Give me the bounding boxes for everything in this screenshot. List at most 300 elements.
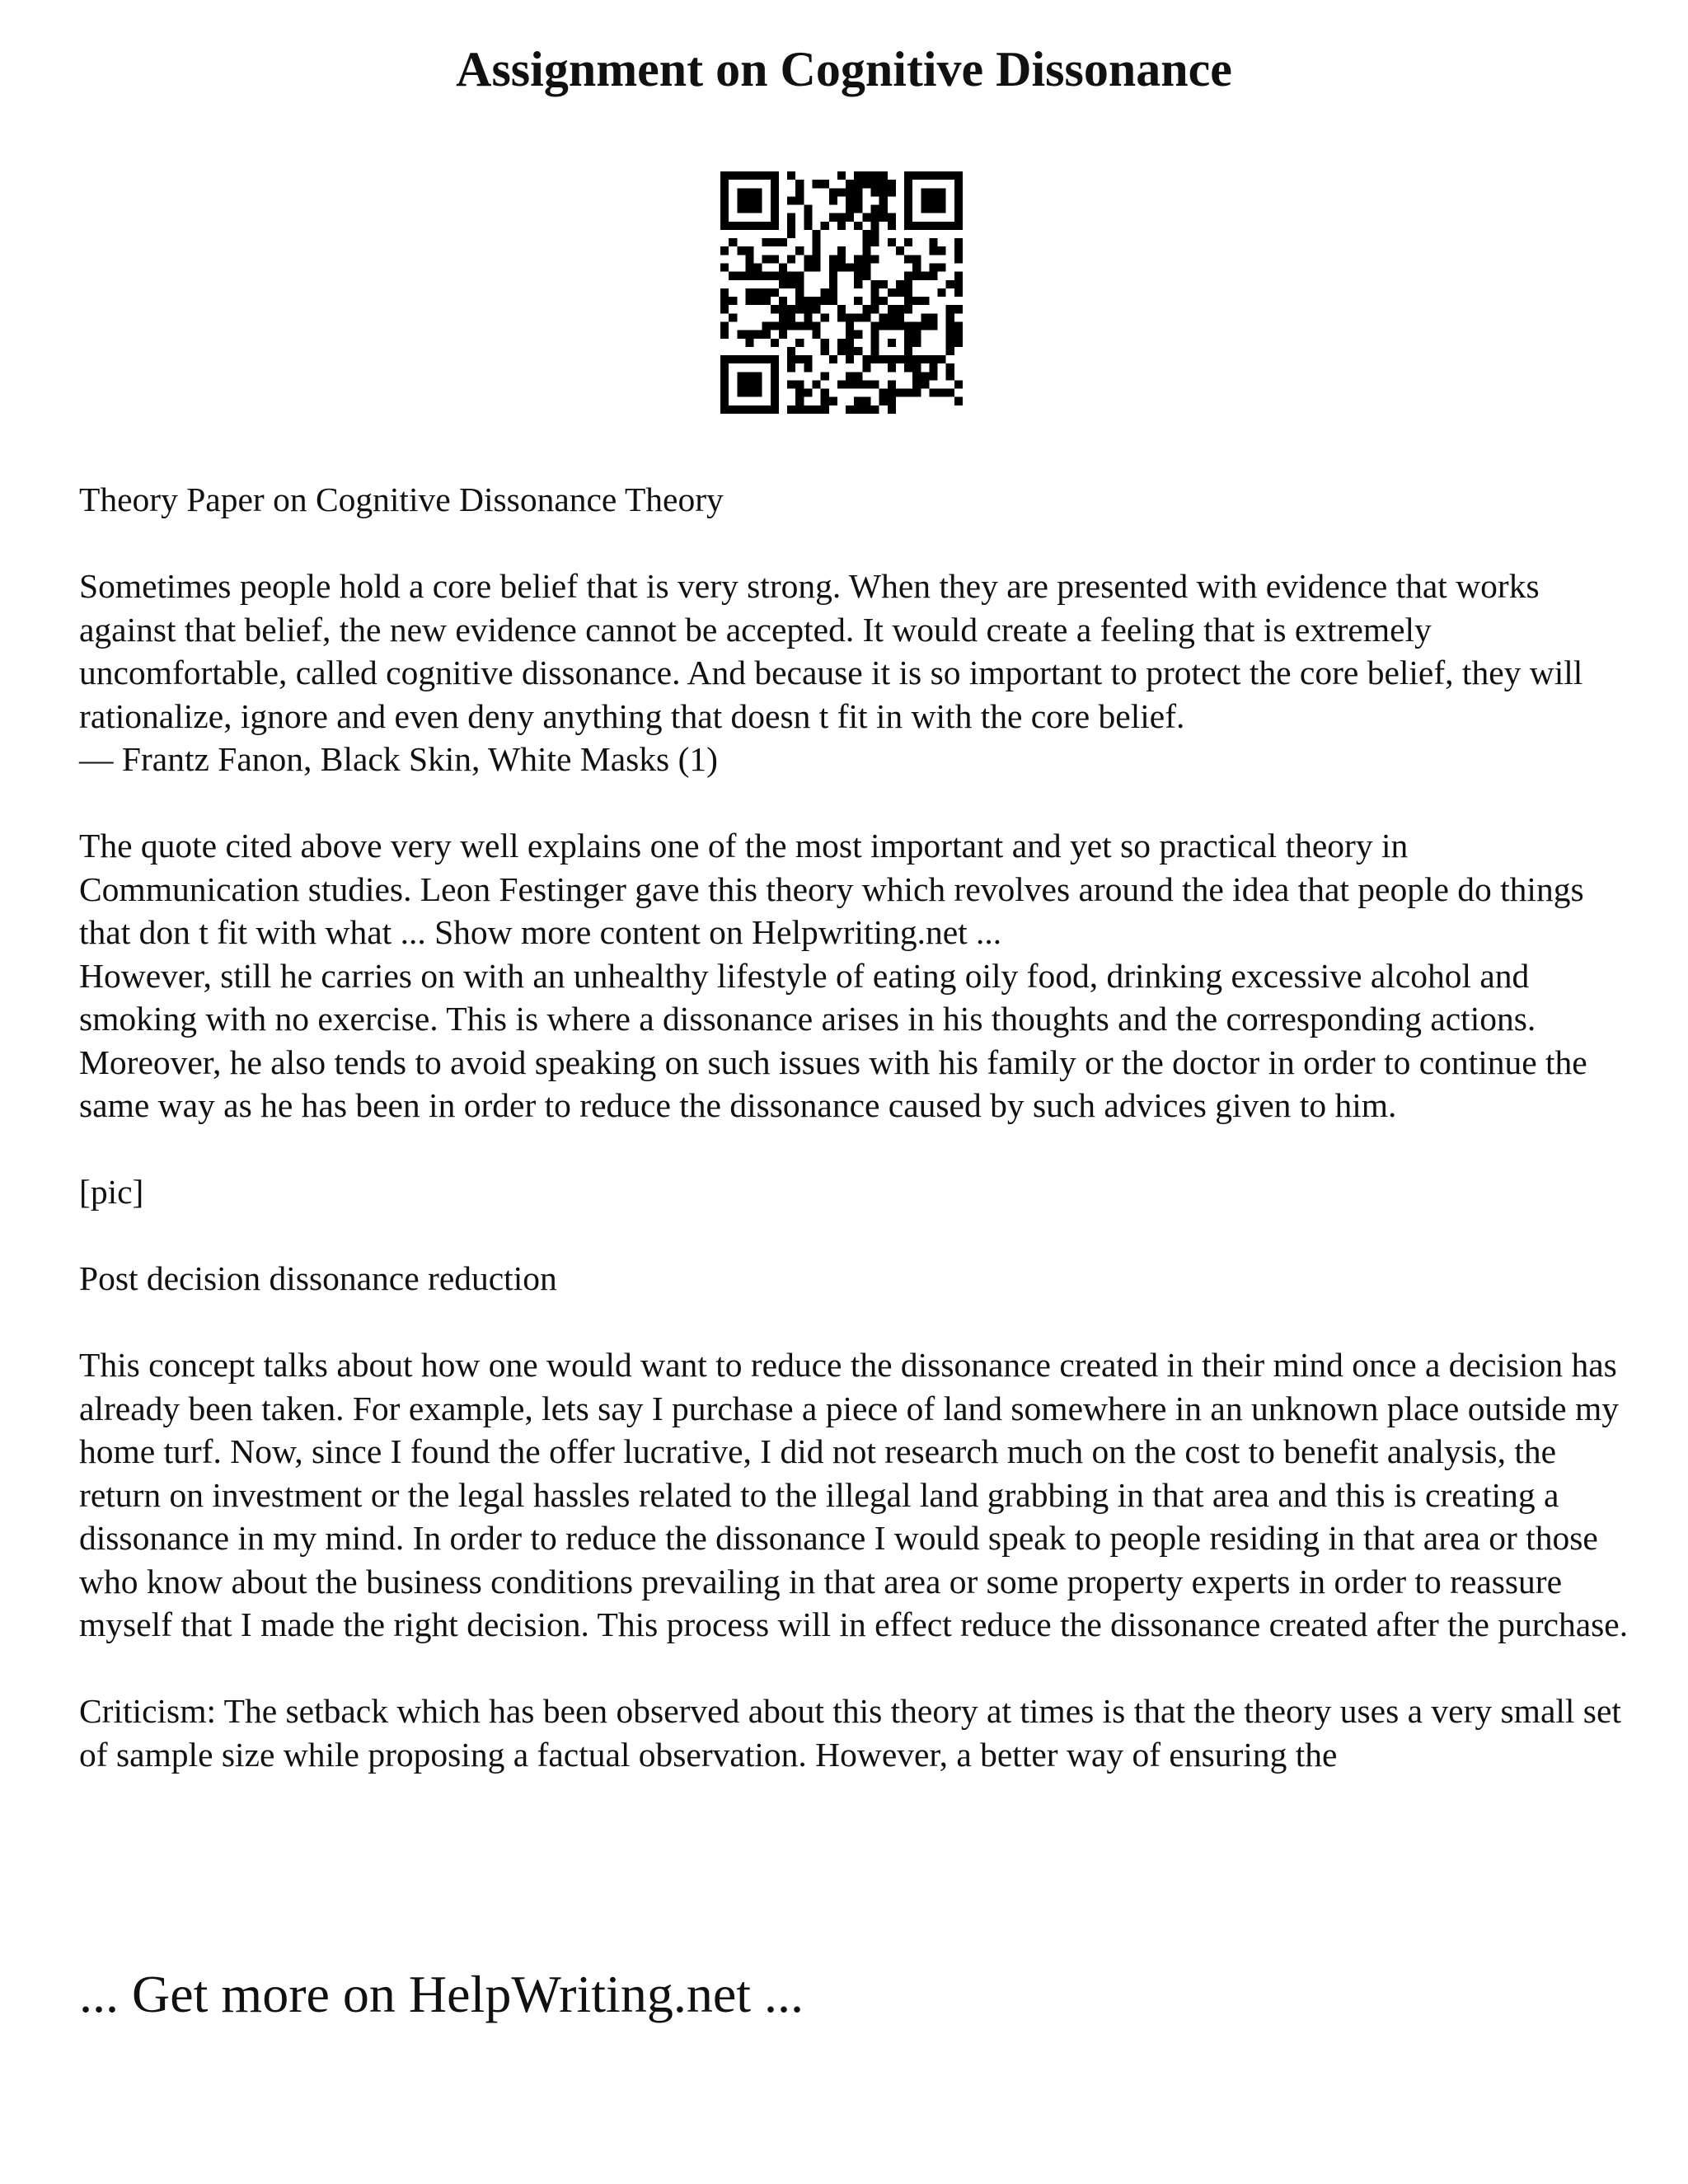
- qr-module: [795, 389, 804, 397]
- qr-module: [854, 372, 862, 380]
- qr-module: [745, 288, 753, 297]
- qr-module: [904, 339, 912, 347]
- post-decision-paragraph: This concept talks about how one would want to reduce the dissonance created in their mind once a decision has already been taken. For example, lets say I purchase a piece of land somewhere in an unknown place outside my home turf. Now, since I found the offer lucrative, I did not research much on the cost to benefit analysis, the return on investment or the legal hassles related to the illegal land grabbing in that area and this is creating a dissonance in my mind. In order to reduce the dissonance I would speak to people residing in that area or those who know about the business conditions prevailing in that area or some property experts in order to reassure myself that I made the right decision. This process will in effect reduce the dissonance created after the purchase.: [79, 1346, 1629, 1643]
- qr-module: [720, 321, 729, 330]
- qr-module: [870, 321, 879, 330]
- qr-module: [720, 380, 729, 388]
- qr-module: [729, 238, 737, 246]
- qr-module: [879, 205, 888, 213]
- qr-module: [846, 372, 854, 380]
- qr-module: [762, 355, 771, 363]
- qr-module: [737, 222, 745, 230]
- qr-module: [795, 280, 804, 288]
- qr-module: [829, 280, 837, 288]
- qr-module: [720, 372, 729, 380]
- qr-module: [821, 297, 829, 305]
- qr-module: [771, 305, 779, 313]
- qr-module: [813, 405, 821, 414]
- qr-module: [762, 330, 771, 339]
- qr-module: [904, 288, 912, 297]
- qr-module: [854, 347, 862, 355]
- qr-module: [912, 355, 921, 363]
- qr-module: [904, 213, 912, 222]
- qr-module: [921, 196, 929, 204]
- qr-module: [854, 196, 862, 204]
- qr-module: [720, 397, 729, 405]
- qr-module: [862, 180, 870, 188]
- qr-module: [813, 305, 821, 313]
- qr-module: [754, 330, 762, 339]
- qr-module: [904, 272, 912, 280]
- qr-module: [904, 280, 912, 288]
- qr-module: [745, 339, 753, 347]
- qr-module: [862, 272, 870, 280]
- qr-module: [771, 196, 779, 204]
- qr-module: [954, 171, 963, 180]
- qr-module: [737, 330, 745, 339]
- qr-module: [888, 389, 896, 397]
- qr-code-icon: [720, 171, 963, 414]
- qr-module: [829, 355, 837, 363]
- qr-module: [787, 255, 795, 263]
- qr-module: [829, 288, 837, 297]
- qr-module: [737, 389, 745, 397]
- qr-module: [771, 380, 779, 388]
- qr-module: [754, 222, 762, 230]
- qr-module: [862, 171, 870, 180]
- qr-module: [954, 339, 963, 347]
- qr-module: [870, 188, 879, 196]
- qr-module: [771, 321, 779, 330]
- qr-module: [745, 255, 753, 263]
- qr-module: [720, 196, 729, 204]
- qr-module: [888, 180, 896, 188]
- qr-module: [795, 355, 804, 363]
- qr-module: [870, 305, 879, 313]
- qr-module: [896, 280, 904, 288]
- qr-module: [762, 288, 771, 297]
- qr-module: [854, 180, 862, 188]
- qr-module: [879, 321, 888, 330]
- qr-module: [954, 246, 963, 255]
- qr-module: [804, 313, 812, 321]
- qr-module: [904, 321, 912, 330]
- qr-module: [896, 321, 904, 330]
- qr-module: [829, 188, 837, 196]
- qr-module: [846, 339, 854, 347]
- qr-module: [720, 297, 729, 305]
- qr-module: [779, 321, 787, 330]
- qr-module: [720, 264, 729, 272]
- qr-module: [862, 230, 870, 238]
- qr-module: [754, 264, 762, 272]
- qr-module: [879, 213, 888, 222]
- example-paragraph: However, still he carries on with an unhealthy lifestyle of eating oily food, drinking excessive alcohol and smoking with no exercise. This is where a dissonance arises in his thoughts and the corresponding actions. Moreover, he also tends to avoid speaking on such issues with his family or the doctor in order to continue the same way as he has been in order to reduce the dissonance caused by such advices given to him.: [79, 956, 1587, 1124]
- qr-module: [813, 180, 821, 188]
- qr-module: [929, 222, 937, 230]
- qr-module: [888, 321, 896, 330]
- qr-module: [912, 339, 921, 347]
- qr-module: [954, 196, 963, 204]
- qr-module: [946, 171, 954, 180]
- qr-module: [954, 188, 963, 196]
- qr-module: [938, 222, 946, 230]
- qr-module: [954, 213, 963, 222]
- qr-module: [795, 321, 804, 330]
- qr-module: [813, 264, 821, 272]
- qr-module: [854, 171, 862, 180]
- qr-module: [946, 330, 954, 339]
- qr-module: [729, 313, 737, 321]
- qr-module: [720, 330, 729, 339]
- qr-module: [870, 180, 879, 188]
- qr-module: [720, 246, 729, 255]
- qr-module: [821, 339, 829, 347]
- qr-module: [804, 255, 812, 263]
- qr-module: [921, 355, 929, 363]
- qr-module: [954, 180, 963, 188]
- qr-module: [904, 297, 912, 305]
- qr-module: [938, 355, 946, 363]
- document-body: [79, 478, 1629, 1820]
- qr-module: [854, 405, 862, 414]
- qr-module: [745, 389, 753, 397]
- qr-module: [862, 363, 870, 372]
- qr-module: [787, 196, 795, 204]
- qr-module: [929, 321, 937, 330]
- qr-module: [921, 380, 929, 388]
- qr-module: [938, 389, 946, 397]
- qr-module: [737, 171, 745, 180]
- qr-module: [737, 355, 745, 363]
- qr-module: [921, 205, 929, 213]
- qr-module: [771, 372, 779, 380]
- qr-module: [846, 213, 854, 222]
- qr-module: [912, 321, 921, 330]
- qr-module: [720, 180, 729, 188]
- qr-module: [904, 238, 912, 246]
- qr-module: [912, 171, 921, 180]
- qr-module: [804, 363, 812, 372]
- qr-module: [720, 288, 729, 297]
- qr-module: [896, 355, 904, 363]
- qr-module: [846, 380, 854, 388]
- qr-module: [779, 330, 787, 339]
- qr-module: [837, 264, 846, 272]
- qr-module: [854, 397, 862, 405]
- qr-module: [745, 222, 753, 230]
- qr-module: [929, 372, 937, 380]
- qr-module: [854, 255, 862, 263]
- qr-module: [720, 363, 729, 372]
- qr-module: [795, 305, 804, 313]
- qr-module: [829, 272, 837, 280]
- qr-module: [879, 355, 888, 363]
- qr-module: [896, 313, 904, 321]
- qr-module: [888, 222, 896, 230]
- qr-module: [754, 171, 762, 180]
- qr-module: [870, 405, 879, 414]
- qr-module: [879, 297, 888, 305]
- qr-module: [821, 405, 829, 414]
- qr-module: [929, 205, 937, 213]
- qr-module: [954, 321, 963, 330]
- qr-module: [954, 238, 963, 246]
- qr-module: [821, 222, 829, 230]
- qr-module: [954, 280, 963, 288]
- qr-module: [921, 222, 929, 230]
- qr-module: [879, 313, 888, 321]
- qr-module: [837, 380, 846, 388]
- page-title: Assignment on Cognitive Dissonance: [456, 42, 1232, 96]
- qr-module: [912, 222, 921, 230]
- qr-module: [837, 213, 846, 222]
- qr-module: [846, 313, 854, 321]
- qr-module: [879, 188, 888, 196]
- paper-subtitle: Theory Paper on Cognitive Dissonance Theory: [79, 480, 724, 518]
- qr-module: [921, 313, 929, 321]
- qr-module: [787, 347, 795, 355]
- qr-module: [904, 255, 912, 263]
- qr-module: [954, 288, 963, 297]
- qr-module: [896, 288, 904, 297]
- qr-module: [779, 313, 787, 321]
- qr-module: [921, 188, 929, 196]
- qr-module: [771, 389, 779, 397]
- qr-module: [846, 347, 854, 355]
- qr-module: [846, 355, 854, 363]
- qr-module: [754, 288, 762, 297]
- qr-module: [938, 205, 946, 213]
- qr-module: [737, 380, 745, 388]
- qr-module: [787, 272, 795, 280]
- qr-module: [879, 389, 888, 397]
- qr-module: [804, 389, 812, 397]
- qr-module: [904, 180, 912, 188]
- qr-module: [771, 238, 779, 246]
- qr-module: [804, 355, 812, 363]
- qr-module: [929, 264, 937, 272]
- qr-module: [737, 205, 745, 213]
- qr-module: [862, 255, 870, 263]
- qr-module: [862, 264, 870, 272]
- qr-module: [729, 171, 737, 180]
- qr-module: [879, 180, 888, 188]
- quote-text: Sometimes people hold a core belief that is very strong. When they are presented with evidence that works against that belief, the new evidence cannot be accepted. It would create a feeling that is extremely uncomfortable, called cognitive dissonance. And because it is so important to protect the core belief, they will rationalize, ignore and even deny anything that doesn t fit in with the core belief.: [79, 567, 1583, 735]
- qr-module: [771, 397, 779, 405]
- qr-module: [870, 347, 879, 355]
- qr-module: [854, 205, 862, 213]
- qr-module: [754, 372, 762, 380]
- qr-module: [846, 330, 854, 339]
- qr-module: [837, 246, 846, 255]
- qr-module: [771, 180, 779, 188]
- qr-module: [787, 171, 795, 180]
- qr-module: [870, 297, 879, 305]
- qr-module: [854, 297, 862, 305]
- qr-module: [862, 380, 870, 388]
- qr-module: [779, 264, 787, 272]
- qr-module: [938, 188, 946, 196]
- qr-module: [729, 405, 737, 414]
- qr-module: [804, 205, 812, 213]
- qr-module: [904, 222, 912, 230]
- qr-module: [904, 389, 912, 397]
- qr-module: [912, 330, 921, 339]
- qr-module: [912, 363, 921, 372]
- qr-module: [771, 222, 779, 230]
- qr-module: [946, 347, 954, 355]
- qr-module: [888, 188, 896, 196]
- qr-module: [846, 205, 854, 213]
- qr-module: [795, 196, 804, 204]
- qr-module: [837, 255, 846, 263]
- qr-module: [787, 380, 795, 388]
- qr-module: [737, 272, 745, 280]
- qr-module: [912, 272, 921, 280]
- qr-module: [854, 264, 862, 272]
- qr-module: [846, 321, 854, 330]
- qr-module: [837, 305, 846, 313]
- qr-module: [813, 380, 821, 388]
- qr-module: [737, 405, 745, 414]
- qr-module: [795, 288, 804, 297]
- quote-attribution: ― Frantz Fanon, Black Skin, White Masks (1): [79, 740, 718, 778]
- qr-module: [787, 363, 795, 372]
- qr-module: [745, 264, 753, 272]
- qr-module: [854, 280, 862, 288]
- qr-module: [846, 405, 854, 414]
- qr-module: [870, 213, 879, 222]
- qr-module: [795, 397, 804, 405]
- qr-module: [854, 188, 862, 196]
- qr-module: [829, 255, 837, 263]
- qr-module: [762, 297, 771, 305]
- qr-module: [846, 196, 854, 204]
- qr-module: [929, 238, 937, 246]
- qr-module: [745, 405, 753, 414]
- qr-module: [779, 272, 787, 280]
- qr-module: [804, 305, 812, 313]
- qr-module: [813, 230, 821, 238]
- qr-module: [745, 297, 753, 305]
- qr-module: [946, 305, 954, 313]
- qr-module: [771, 213, 779, 222]
- qr-module: [954, 255, 963, 263]
- qr-module: [720, 405, 729, 414]
- qr-module: [745, 246, 753, 255]
- qr-module: [779, 238, 787, 246]
- qr-module: [946, 280, 954, 288]
- qr-module: [795, 246, 804, 255]
- qr-module: [745, 380, 753, 388]
- qr-module: [946, 321, 954, 330]
- qr-module: [879, 196, 888, 204]
- qr-module: [837, 347, 846, 355]
- qr-module: [737, 196, 745, 204]
- get-more-link[interactable]: ... Get more on HelpWriting.net ...: [79, 1965, 804, 2023]
- qr-module: [771, 171, 779, 180]
- qr-module: [946, 372, 954, 380]
- qr-module: [821, 288, 829, 297]
- qr-module: [896, 246, 904, 255]
- qr-module: [888, 380, 896, 388]
- qr-module: [921, 171, 929, 180]
- qr-module: [946, 339, 954, 347]
- qr-module: [837, 222, 846, 230]
- qr-module: [879, 280, 888, 288]
- qr-module: [821, 180, 829, 188]
- qr-module: [854, 330, 862, 339]
- qr-module: [787, 230, 795, 238]
- qr-module: [804, 297, 812, 305]
- qr-module: [821, 372, 829, 380]
- qr-module: [921, 372, 929, 380]
- qr-module: [870, 288, 879, 297]
- qr-module: [720, 213, 729, 222]
- qr-module: [929, 389, 937, 397]
- qr-module: [929, 196, 937, 204]
- qr-module: [729, 222, 737, 230]
- qr-module: [737, 246, 745, 255]
- qr-module: [762, 272, 771, 280]
- qr-module: [946, 363, 954, 372]
- qr-module: [904, 347, 912, 355]
- qr-module: [912, 264, 921, 272]
- qr-module: [870, 171, 879, 180]
- qr-module: [954, 305, 963, 313]
- qr-module: [896, 305, 904, 313]
- qr-module: [771, 339, 779, 347]
- qr-module: [904, 171, 912, 180]
- qr-module: [921, 297, 929, 305]
- qr-module: [912, 389, 921, 397]
- qr-module: [729, 297, 737, 305]
- qr-module: [821, 389, 829, 397]
- qr-module: [754, 205, 762, 213]
- qr-module: [745, 330, 753, 339]
- qr-module: [929, 363, 937, 372]
- qr-module: [862, 305, 870, 313]
- qr-module: [720, 355, 729, 363]
- qr-module: [787, 280, 795, 288]
- qr-module: [821, 313, 829, 321]
- intro-paragraph: The quote cited above very well explains one of the most important and yet so practical theory in Communication studies. Leon Festinger gave this theory which revolves around the idea that people do things that don t fit with what ... Show more content on Helpwriting.net ...: [79, 827, 1584, 951]
- qr-module: [888, 238, 896, 246]
- qr-module: [862, 213, 870, 222]
- qr-module: [829, 213, 837, 222]
- qr-module: [888, 305, 896, 313]
- qr-module: [762, 171, 771, 180]
- qr-module: [854, 313, 862, 321]
- qr-module: [904, 330, 912, 339]
- qr-module: [813, 255, 821, 263]
- qr-module: [946, 222, 954, 230]
- qr-module: [729, 355, 737, 363]
- qr-module: [846, 264, 854, 272]
- qr-module: [737, 372, 745, 380]
- qr-module: [870, 222, 879, 230]
- qr-module: [762, 405, 771, 414]
- qr-module: [921, 272, 929, 280]
- qr-module: [754, 355, 762, 363]
- qr-module: [904, 355, 912, 363]
- qr-module: [754, 196, 762, 204]
- qr-module: [754, 272, 762, 280]
- qr-module: [829, 297, 837, 305]
- qr-module: [862, 313, 870, 321]
- qr-module: [779, 280, 787, 288]
